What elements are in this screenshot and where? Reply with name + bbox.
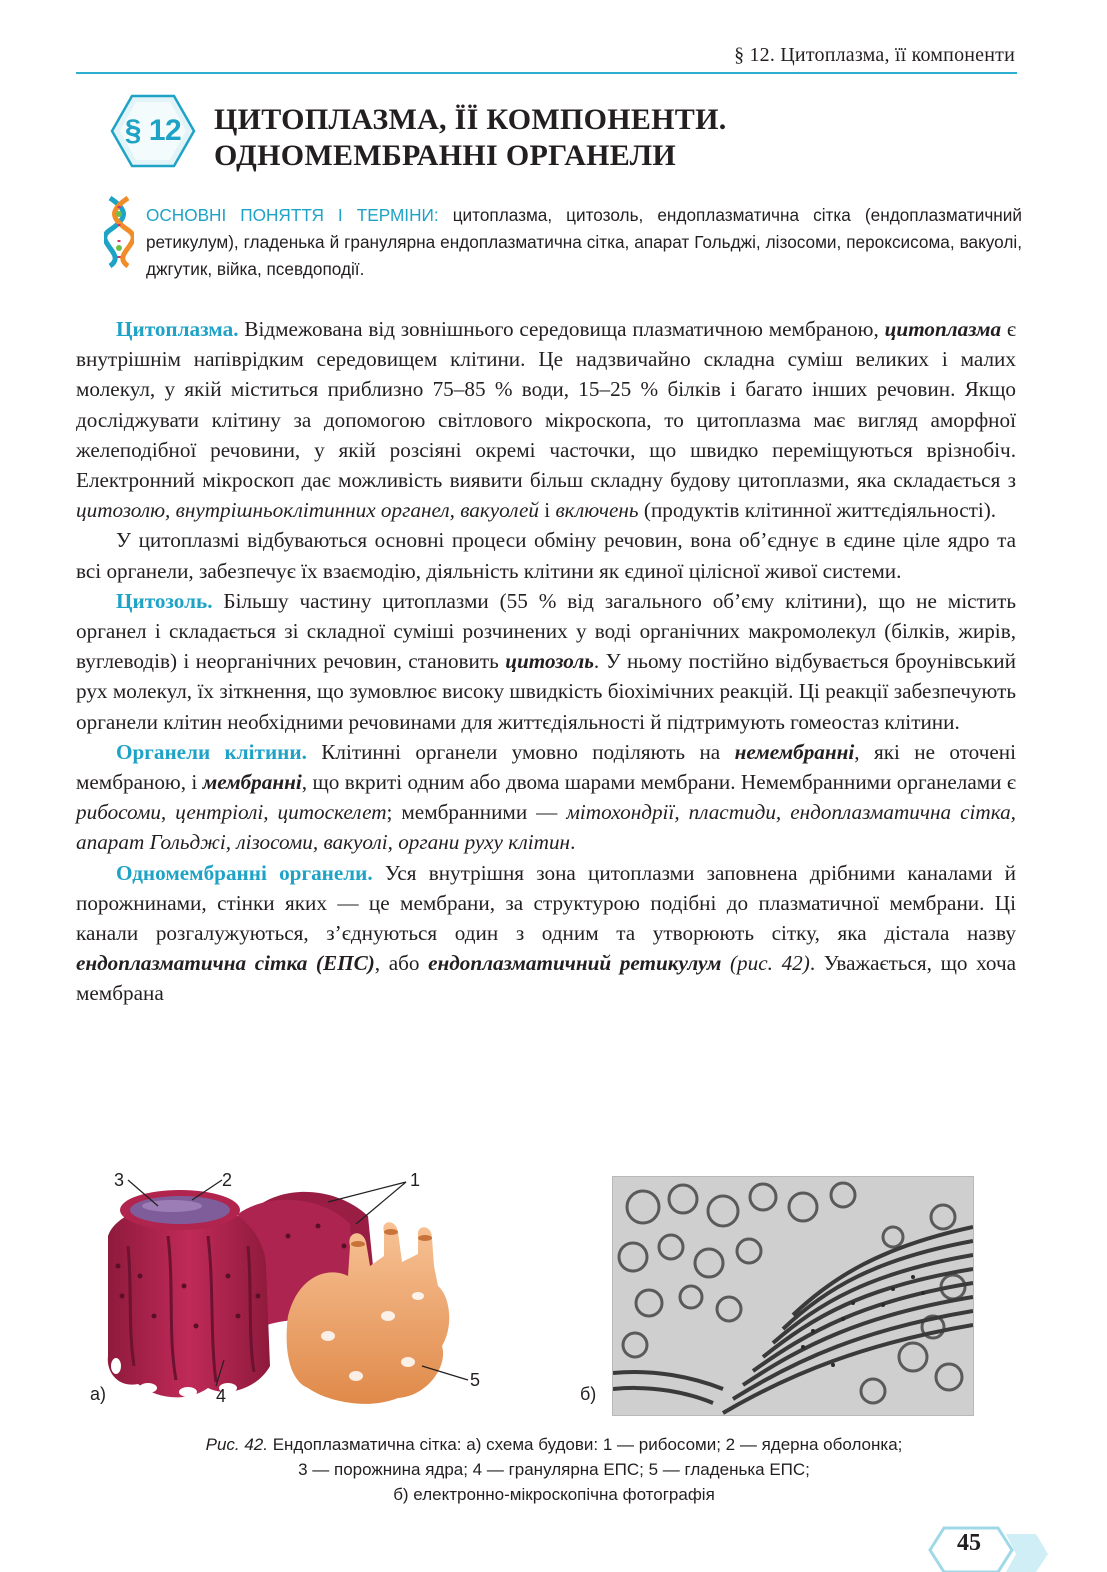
key-terms-text: цитоплазма, цитозоль, ендоплазматична сітка (ендоплазматичний ретикулум), гладенька й гранулярна ендоплазматична сітка, апарат Гольджі, лізосоми, пероксисома, вакуолі, джгутик, війка, псевдоподії. [146,205,1022,279]
key-terms-label: ОСНОВНІ ПОНЯТТЯ І ТЕРМІНИ: [146,205,439,225]
caption-line1 [60,1432,1048,1457]
paragraph-organelles [76,737,1016,858]
italic-term: мітохондрії, пластиди, ендоплазматична сітка, апарат Гольджі, лізосоми, вакуолі, органи руху клітин [76,800,1016,855]
caption-text-1: Ендоплазматична сітка: а) схема будови: 1 — рибосоми; 2 — ядерна оболонка; [267,1435,903,1454]
paragraph-cytoplasm [76,314,1016,525]
caption-line3: б) електронно-мікроскопічна фотографія [393,1485,715,1504]
caption-label: Рис. 42. [205,1435,268,1454]
text-run: Більшу частину цитоплазми (55 % від загального об’єму клітини), що не містить органел і складається зі складної суміші розчинених у воді органічних макромолекул (білків, жирів, вуглеводів) і неорганічних речовин, становить [76,588,1016,674]
paragraph-single-membrane [76,858,1016,1009]
er-schematic-illustration [88,1166,488,1420]
text-run: є внутрішнім напіврідким середовищем клітини. Це надзвичайно складна суміш великих і малих молекул, у якій міститься приблизно 75–85 % води, 15–25 % білків і багато інших речовин. Якщо досліджувати клітину за допомогою світлового мікроскопа, то цитоплазма має вигляд аморфної желеподібної речовини, у якій розсіяні окремі часточки, що швидко переміщуються врізнобіч. Електронний мікроскоп дає можливість виявити більш складну будову цитоплазми, яка складається з [76,317,1017,493]
term-single-membrane: Одномембранні органели. [116,860,373,885]
bold-term: мембранні [202,770,302,795]
caption-line2: 3 — порожнина ядра; 4 — гранулярна ЕПС; 5 — гладенька ЕПС; [298,1460,810,1479]
paragraph-metabolism: У цитоплазмі відбуваються основні процеси обміну речовин, вона об’єднує в єдине ціле ядро та всі органели, забезпечує їх взаємодію, діяльність клітини як єдиної цілісної живої системи. [76,528,1016,583]
figure-caption [60,1432,1048,1507]
section-badge [110,93,196,169]
bold-term: ендоплазматичний ретикулум [428,951,722,976]
dna-icon [104,196,134,268]
chapter-title-line2: ОДНОМЕМБРАННІ ОРГАНЕЛИ [214,139,677,172]
page-number: 45 [957,1530,981,1556]
text-run: (продуктів клітинної життєдіяльності). [638,498,997,523]
electron-micrograph-image [613,1177,973,1415]
callout-2: 2 [222,1170,233,1190]
term-cytosol: Цитозоль. [116,588,213,613]
chapter-title-line1: ЦИТОПЛАЗМА, ЇЇ КОМПОНЕНТИ. [214,103,727,136]
section-number: § 12 [124,114,182,147]
figure-label-a: а) [90,1384,107,1404]
text-run: Уся внутрішня зона цитоплазми заповнена дрібними каналами й порожнинами, стінки яких — це мембрани, за структурою подібні до плазматичної мембрани. Ці канали розгалужуються, з’єднуються один з одним та утворюють сітку, яка дістала назву [76,860,1017,946]
text-run: , які не оточені мембраною, і [76,739,1017,795]
micrograph-frame [612,1176,974,1416]
paragraph-cytosol [76,586,1016,737]
figure-label-b: б) [580,1384,597,1404]
callout-5: 5 [470,1370,481,1390]
italic-term: цитозолю, внутрішньоклітинних органел, вакуолей [76,498,539,523]
italic-term: включень [555,498,639,523]
chapter-title [214,102,727,174]
text-run: і [539,498,556,523]
text-run: . [570,830,576,855]
callout-3: 3 [114,1170,125,1190]
callout-4: 4 [216,1386,227,1406]
text-run: Клітинні органели умовно поділяють на [306,739,735,764]
text-run: , що вкриті одним або двома шарами мембрани. Немембранними органелами є [301,770,1016,795]
term-organelles: Органели клітини. [116,739,307,764]
text-run: ; мембранними — [386,800,567,825]
bold-term: ендоплазматична сітка (ЕПС) [76,951,375,976]
text-run [721,951,730,975]
figure-reference: (рис. 42) [730,951,810,976]
text-run: , або [374,951,429,976]
header-rule [76,72,1017,74]
bold-term: немембранні [734,739,855,764]
granular-er [108,1202,270,1397]
running-head: § 12. Цитоплазма, її компоненти [734,44,1015,66]
term-cytoplasm: Цитоплазма. [116,317,239,341]
body-text [76,314,1016,1009]
key-terms-box [146,202,1022,283]
text-run: . У ньому постійно відбувається броунівський рух молекул, їх зіткнення, що зумовлює високу швидкість біохімічних реакцій. Ці реакції забезпечують органели клітин необхідними речовинами для життєдіяльності й підтримують гомеостаз клітини. [76,649,1016,734]
text-run: Відмежована від зовнішнього середовища плазматичною мембраною, [238,317,885,341]
text-run: . Уважається, що хоча мембрана [76,951,1017,1006]
callout-1: 1 [410,1170,421,1190]
italic-term: рибосоми, центріолі, цитоскелет [76,800,387,825]
bold-term: цитозоль [505,649,594,674]
bold-term: цитоплазма [884,317,1002,341]
